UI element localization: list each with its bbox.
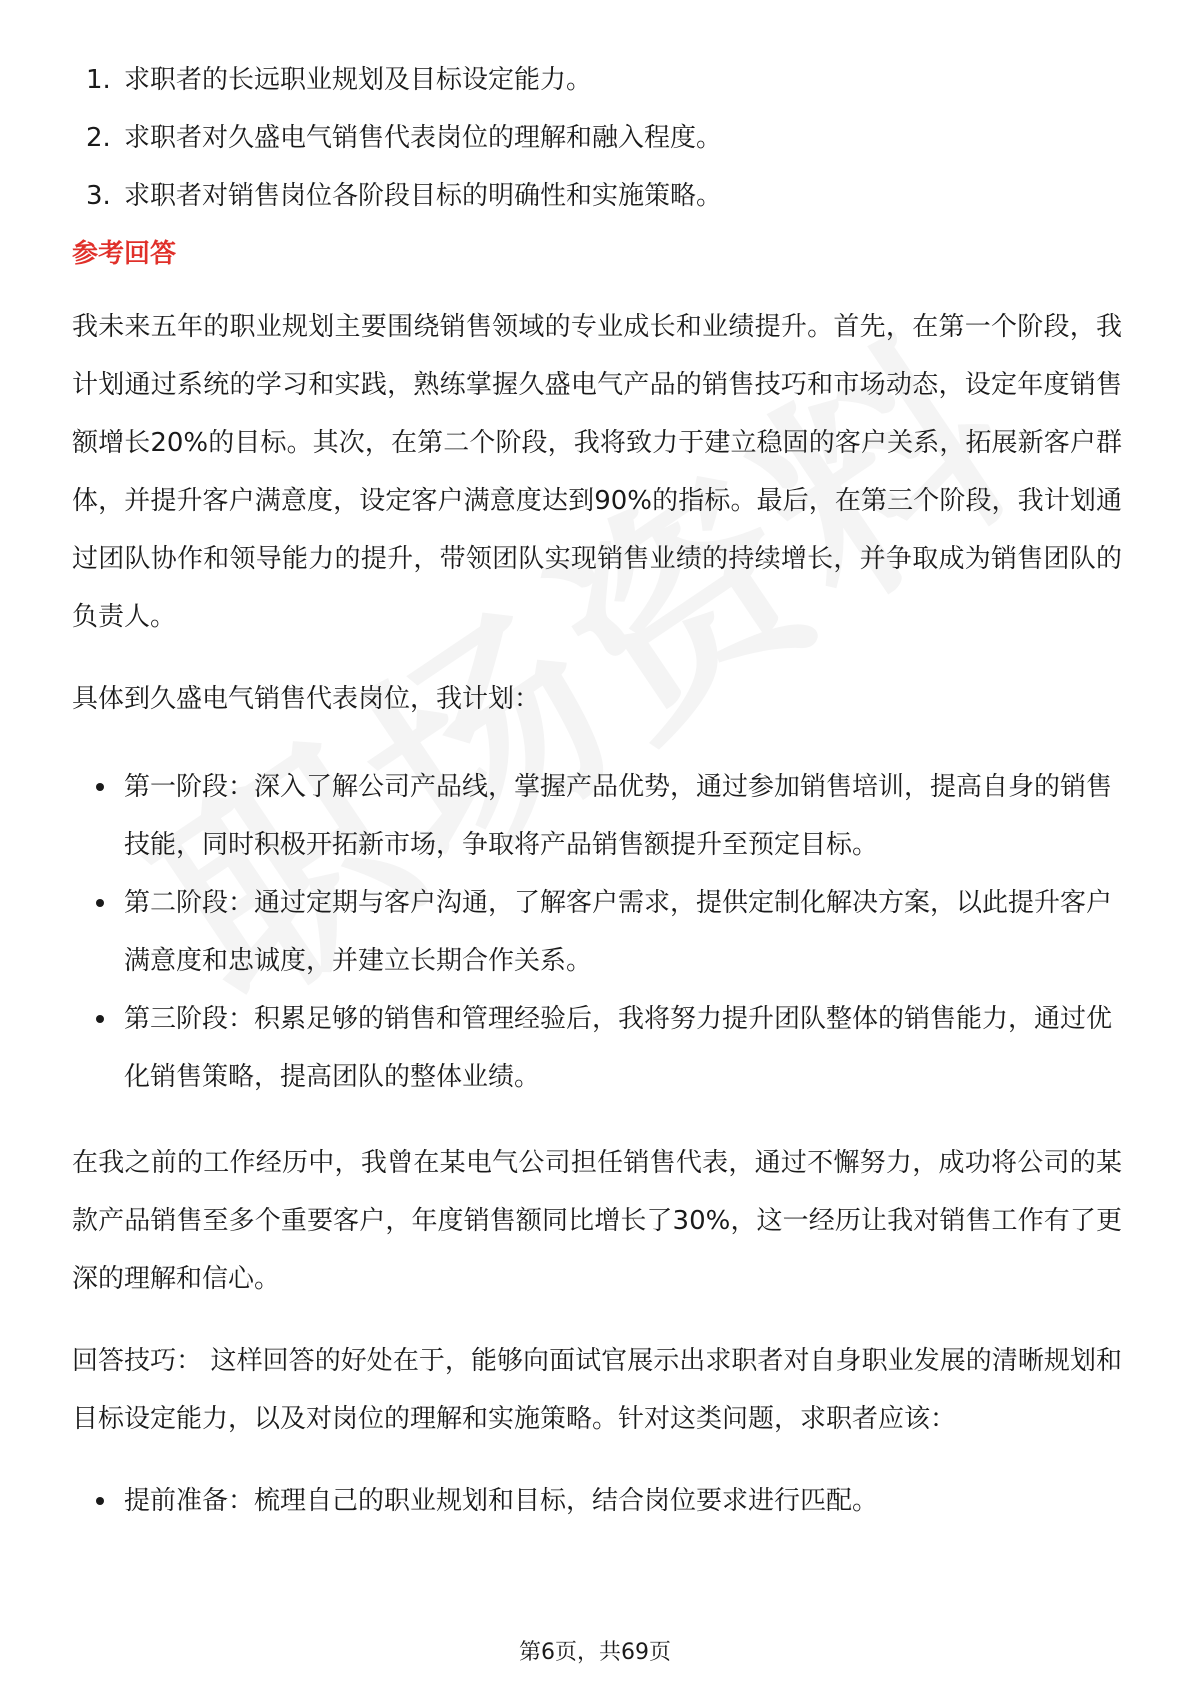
list-item xyxy=(72,178,1122,214)
list-item xyxy=(72,1472,1122,1530)
list-item-text: 第一阶段：深入了解公司产品线，掌握产品优势，通过参加销售培训，提高自身的销售技能，同时积极开拓新市场，争取将产品销售额提升至预定目标。 xyxy=(124,772,1113,860)
bullet-icon xyxy=(96,1497,104,1505)
page-content xyxy=(72,62,1122,1558)
tips-paragraph: 回答技巧： 这样回答的好处在于，能够向面试官展示出求职者对自身职业发展的清晰规划和目标设定能力，以及对岗位的理解和实施策略。针对这类问题，求职者应该： xyxy=(72,1346,1122,1434)
bullet-icon xyxy=(96,899,104,907)
list-item xyxy=(72,62,1122,98)
list-item-text: 第二阶段：通过定期与客户沟通，了解客户需求，提供定制化解决方案，以此提升客户满意度和忠诚度，并建立长期合作关系。 xyxy=(124,888,1113,976)
list-item xyxy=(72,874,1122,990)
bullet-icon xyxy=(96,783,104,791)
bullet-icon xyxy=(96,1015,104,1023)
list-item-text: 求职者的长远职业规划及目标设定能力。 xyxy=(124,65,593,95)
page-number: 第6页，共69页 xyxy=(519,1640,671,1665)
list-number: 1. xyxy=(86,65,111,95)
question-list xyxy=(72,62,1122,214)
tips-list xyxy=(72,1472,1122,1530)
list-item xyxy=(72,120,1122,156)
stage-list xyxy=(72,758,1122,1106)
list-item-text: 求职者对久盛电气销售代表岗位的理解和融入程度。 xyxy=(124,123,723,153)
answer-paragraph: 我未来五年的职业规划主要围绕销售领域的专业成长和业绩提升。首先，在第一个阶段，我计划通过系统的学习和实践，熟练掌握久盛电气产品的销售技巧和市场动态，设定年度销售额增长20%的目标。其次，在第二个阶段，我将致力于建立稳固的客户关系，拓展新客户群体，并提升客户满意度，设定客户满意度达到90%的指标。最后，在第三个阶段，我计划通过团队协作和领导能力的提升，带领团队实现销售业绩的持续增长，并争取成为销售团队的负责人。 xyxy=(72,312,1122,632)
answer-paragraph: 具体到久盛电气销售代表岗位，我计划： xyxy=(72,684,541,714)
list-number: 2. xyxy=(86,123,111,153)
answer-paragraph: 在我之前的工作经历中，我曾在某电气公司担任销售代表，通过不懈努力，成功将公司的某款产品销售至多个重要客户，年度销售额同比增长了30%，这一经历让我对销售工作有了更深的理解和信心。 xyxy=(72,1148,1122,1294)
list-item xyxy=(72,990,1122,1106)
list-item xyxy=(72,758,1122,874)
list-item-text: 求职者对销售岗位各阶段目标的明确性和实施策略。 xyxy=(124,181,723,211)
list-item-text: 第三阶段：积累足够的销售和管理经验后，我将努力提升团队整体的销售能力，通过优化销售策略，提高团队的整体业绩。 xyxy=(124,1004,1113,1092)
list-number: 3. xyxy=(86,181,111,211)
list-item-text: 提前准备：梳理自己的职业规划和目标，结合岗位要求进行匹配。 xyxy=(124,1486,879,1516)
section-heading: 参考回答 xyxy=(72,239,177,269)
